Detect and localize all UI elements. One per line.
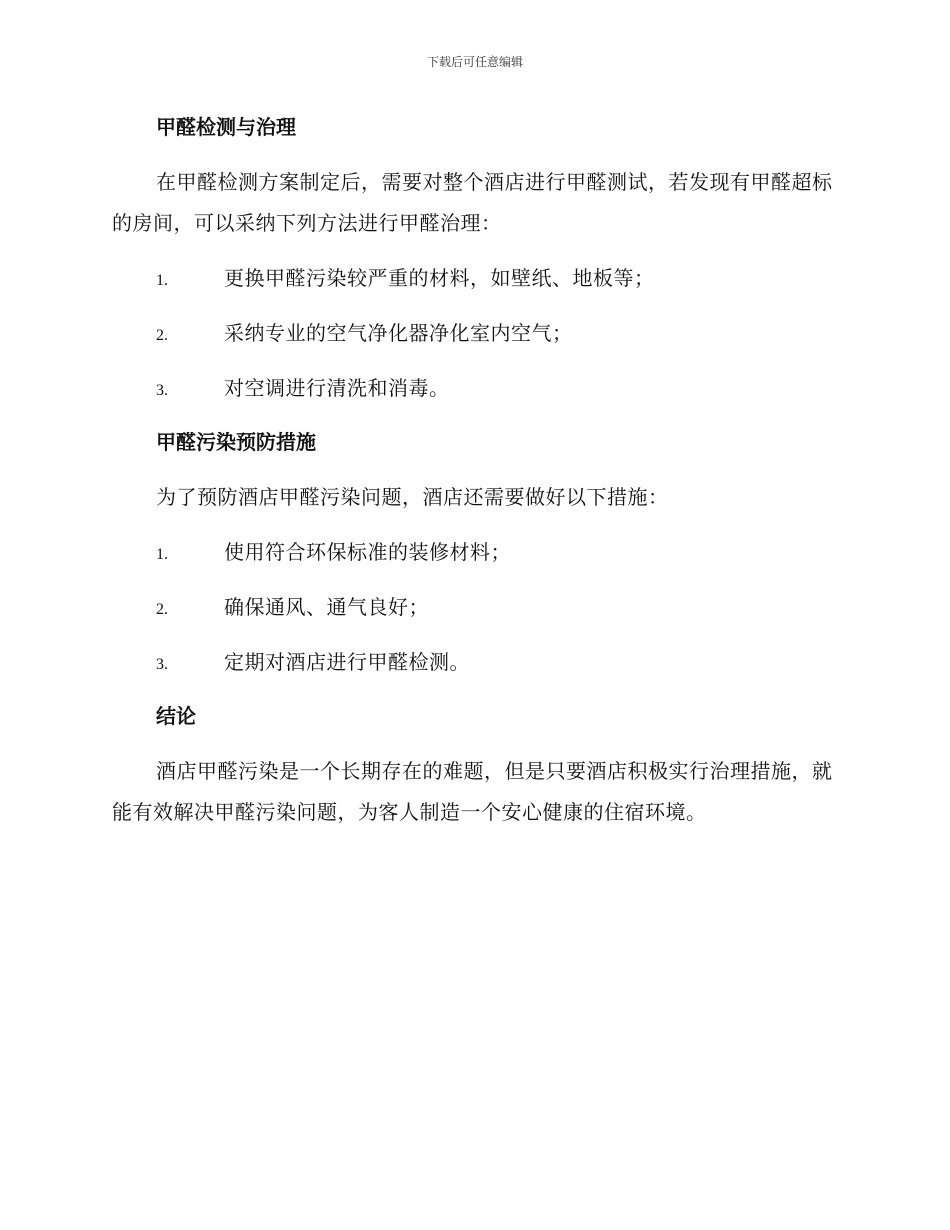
document-body [112,108,834,847]
section-heading-prevention: 甲醛污染预防措施 [156,430,316,454]
list-item [112,642,834,682]
list-item [112,313,834,353]
section-paragraph-conclusion: 酒店甲醛污染是一个长期存在的难题，但是只要酒店积极实行治理措施，就能有效解决甲醛污染问题，为客人制造一个安心健康的住宿环境。 [112,759,833,824]
list-item-number: 1. [156,546,168,563]
list-item-number: 3. [156,382,168,399]
section-paragraph-prevention: 为了预防酒店甲醛污染问题，酒店还需要做好以下措施： [156,485,669,509]
list-item-number: 2. [156,327,168,344]
list-item [112,368,834,408]
section-heading-treatment: 甲醛检测与治理 [156,115,296,139]
list-item-text: 使用符合环保标准的装修材料； [224,540,511,564]
list-item-text: 更换甲醛污染较严重的材料，如壁纸、地板等； [224,266,655,290]
list-item-number: 1. [156,272,168,289]
page-header: 下载后可任意编辑 [426,55,523,69]
list-item [112,532,834,572]
list-item-text: 确保通风、通气良好； [224,595,429,619]
list-item-text: 定期对酒店进行甲醛检测。 [224,650,470,674]
list-item [112,258,834,298]
list-item-text: 对空调进行清洗和消毒。 [224,376,450,400]
section-paragraph-treatment: 在甲醛检测方案制定后，需要对整个酒店进行甲醛测试，若发现有甲醛超标的房间，可以采纳下列方法进行甲醛治理： [112,170,833,235]
list-item-number: 3. [156,656,168,673]
section-heading-conclusion: 结论 [156,704,196,728]
list-item-number: 2. [156,601,168,618]
list-item [112,587,834,627]
list-item-text: 采纳专业的空气净化器净化室内空气； [224,321,573,345]
